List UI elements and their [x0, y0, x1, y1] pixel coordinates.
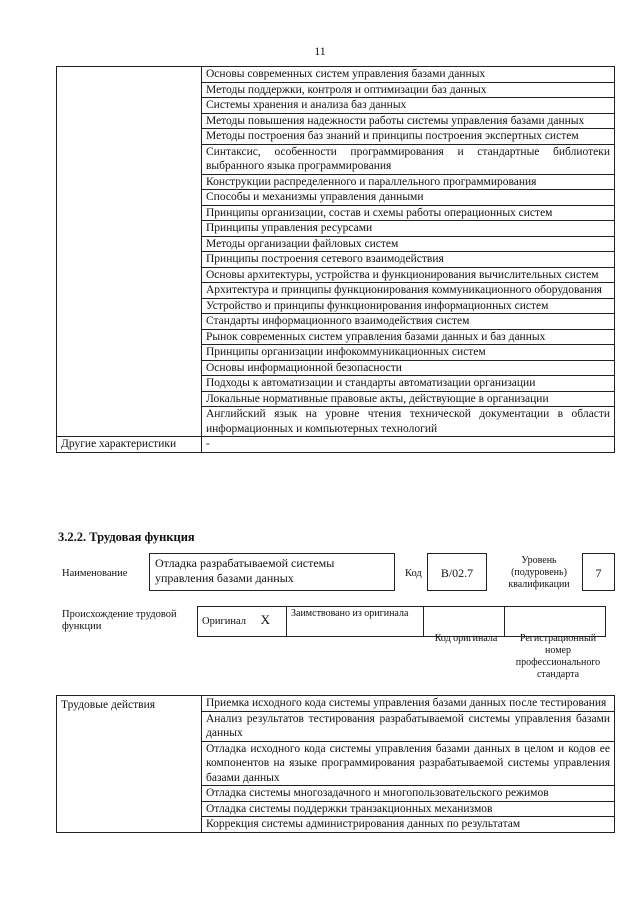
labor-actions-table	[56, 695, 615, 833]
code-label: Код	[405, 568, 422, 579]
knowledge-item: Стандарты информационного взаимодействия систем	[202, 314, 615, 330]
knowledge-label-cell	[57, 67, 202, 437]
original-mark: X	[260, 612, 271, 627]
knowledge-item: Основы архитектуры, устройства и функционирования вычислительных систем	[202, 267, 615, 283]
knowledge-row	[57, 67, 615, 83]
knowledge-item: Методы организации файловых систем	[202, 236, 615, 252]
reg-number-label: Регистрационный номер профессионального стандарта	[515, 633, 601, 680]
level-value: 7	[595, 566, 602, 580]
knowledge-item: Английский язык на уровне чтения технической документации в области информационных и компьютерных технологий	[202, 407, 615, 437]
level-box	[582, 553, 615, 591]
knowledge-item: Методы повышения надежности работы системы управления базами данных	[202, 113, 615, 129]
knowledge-item: Локальные нормативные правовые акты, действующие в организации	[202, 391, 615, 407]
labor-action-row	[57, 696, 615, 712]
origin-code-label: Код оригинала	[434, 633, 498, 644]
name-label: Наименование	[62, 568, 128, 579]
function-name-box	[149, 553, 395, 591]
knowledge-item: Конструкции распределенного и параллельного программирования	[202, 174, 615, 190]
other-characteristics-value: -	[202, 437, 615, 453]
code-value: B/02.7	[440, 566, 474, 580]
knowledge-table	[56, 66, 615, 453]
knowledge-item: Способы и механизмы управления данными	[202, 190, 615, 206]
knowledge-item: Принципы организации, состав и схемы работы операционных систем	[202, 205, 615, 221]
borrowed-cell	[287, 607, 424, 637]
labor-actions-label: Трудовые действия	[57, 696, 202, 833]
reg-number-cell	[505, 607, 606, 637]
other-characteristics-row	[57, 437, 615, 453]
knowledge-item: Рынок современных систем управления базами данных и баз данных	[202, 329, 615, 345]
knowledge-item: Синтаксис, особенности программирования и стандартные библиотеки выбранного языка программирования	[202, 144, 615, 174]
labor-action-item: Коррекция системы администрирования данных по результатам	[202, 817, 615, 833]
borrowed-label: Заимствовано из оригинала	[291, 608, 409, 619]
labor-action-item: Анализ результатов тестирования разрабатываемой системы управления базами данных	[202, 711, 615, 741]
origin-label: Происхождение трудовой функции	[62, 609, 177, 632]
knowledge-item: Системы хранения и анализа баз данных	[202, 98, 615, 114]
labor-action-item: Отладка системы многозадачного и многопользовательского режимов	[202, 786, 615, 802]
function-name: Отладка разрабатываемой системы управления базами данных	[155, 556, 335, 585]
labor-action-item: Приемка исходного кода системы управления базами данных после тестирования	[202, 696, 615, 712]
page-number: 11	[314, 44, 326, 58]
knowledge-item: Основы современных систем управления базами данных	[202, 67, 615, 83]
code-box	[427, 553, 487, 591]
knowledge-item: Принципы построения сетевого взаимодействия	[202, 252, 615, 268]
original-cell	[198, 607, 287, 637]
original-label: Оригинал	[202, 616, 246, 627]
origin-table	[197, 606, 606, 637]
knowledge-item: Подходы к автоматизации и стандарты автоматизации организации	[202, 376, 615, 392]
knowledge-item: Основы информационной безопасности	[202, 360, 615, 376]
knowledge-item: Архитектура и принципы функционирования коммуникационного оборудования	[202, 283, 615, 299]
knowledge-item: Устройство и принципы функционирования информационных систем	[202, 298, 615, 314]
section-title: 3.2.2. Трудовая функция	[58, 530, 195, 544]
knowledge-item: Принципы управления ресурсами	[202, 221, 615, 237]
knowledge-item: Принципы организации инфокоммуникационных систем	[202, 345, 615, 361]
labor-action-item: Отладка системы поддержки транзакционных механизмов	[202, 801, 615, 817]
origin-code-cell	[424, 607, 505, 637]
labor-action-item: Отладка исходного кода системы управления базами данных в целом и кодов ее компонентов на языке программирования разрабатываемой системы управления базами данных	[202, 741, 615, 786]
knowledge-item: Методы построения баз знаний и принципы построения экспертных систем	[202, 129, 615, 145]
level-label: Уровень (подуровень) квалификации	[508, 555, 570, 590]
knowledge-item: Методы поддержки, контроля и оптимизации баз данных	[202, 82, 615, 98]
other-characteristics-label: Другие характеристики	[57, 437, 202, 453]
